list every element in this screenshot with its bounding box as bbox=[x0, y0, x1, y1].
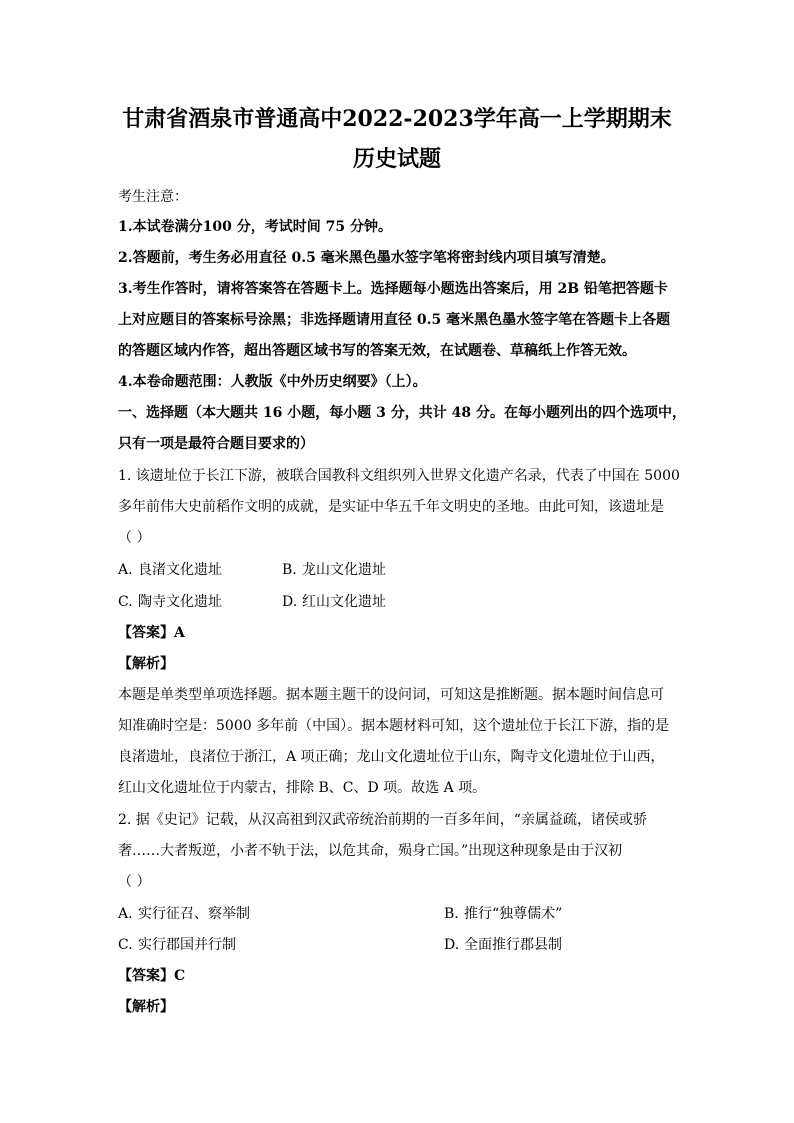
q1-analysis-line: 本题是单类型单项选择题。据本题主题干的设问词，可知这是推断题。据本题时间信息可 bbox=[118, 687, 664, 703]
notice-heading: 考生注意： bbox=[118, 189, 188, 205]
notice-item: 的答题区域内作答，超出答题区域书写的答案无效，在试题卷、草稿纸上作答无效。 bbox=[118, 343, 636, 359]
option-text: 推行“独尊儒术” bbox=[464, 906, 563, 922]
notice-item: 上对应题目的答案标号涂黑；非选择题请用直径 0.5 毫米黑色墨水签字笔在答题卡上各题 bbox=[118, 312, 671, 328]
q1-analysis-line: 知准确时空是：5000 多年前（中国）。据本题材料可知，这个遗址位于长江下游，指的是 bbox=[118, 718, 670, 734]
q2-answer: 【答案】C bbox=[118, 968, 186, 984]
q2-analysis-heading: 【解析】 bbox=[118, 999, 174, 1015]
q1-stem-line: 1. 该遗址位于长江下游，被联合国教科文组织列入世界文化遗产名录，代表了中国在 5000 bbox=[118, 468, 680, 484]
option-key: B. bbox=[444, 906, 459, 922]
q2-option-a bbox=[118, 904, 250, 924]
option-key: A. bbox=[118, 562, 133, 578]
notice-item: 1.本试卷满分100 分，考试时间 75 分钟。 bbox=[118, 219, 392, 235]
option-text: 陶寺文化遗址 bbox=[138, 594, 222, 610]
q1-answer: 【答案】A bbox=[118, 625, 185, 641]
q2-stem-line: 奢……大者叛逆，小者不轨于法，以危其命，殒身亡国。”出现这种现象是由于汉初 bbox=[118, 843, 623, 859]
notice-item: 3.考生作答时，请将答案答在答题卡上。选择题每小题选出答案后，用 2B 铅笔把答题卡 bbox=[118, 281, 668, 297]
q1-stem-line: 多年前伟大史前稻作文明的成就，是实证中华五千年文明史的圣地。由此可知，该遗址是 bbox=[118, 499, 664, 515]
q1-stem-blank: （ ） bbox=[118, 530, 151, 546]
q1-analysis-heading: 【解析】 bbox=[118, 656, 174, 672]
q1-analysis-line: 良渚遗址，良渚位于浙江，A 项正确；龙山文化遗址位于山东，陶寺文化遗址位于山西， bbox=[118, 749, 665, 765]
q1-option-a bbox=[118, 560, 222, 580]
option-text: 红山文化遗址 bbox=[302, 594, 386, 610]
option-key: A. bbox=[118, 906, 133, 922]
exam-title: 甘肃省酒泉市普通高中2022-2023学年高一上学期期末 bbox=[122, 106, 672, 132]
q1-option-c bbox=[118, 592, 222, 612]
notice-item: 2.答题前，考生务必用直径 0.5 毫米黑色墨水签字笔将密封线内项目填写清楚。 bbox=[118, 250, 615, 266]
q2-option-c bbox=[118, 935, 236, 955]
option-text: 龙山文化遗址 bbox=[302, 562, 386, 578]
q2-stem-line: 2. 据《史记》记载，从汉高祖到汉武帝统治前期的一百多年间，“亲属益疏，诸侯或骄 bbox=[118, 812, 647, 828]
option-key: C. bbox=[118, 937, 133, 953]
exam-subtitle: 历史试题 bbox=[352, 146, 441, 172]
q1-analysis-line: 红山文化遗址位于内蒙古，排除 B、C、D 项。故选 A 项。 bbox=[118, 780, 487, 796]
notice-item: 4.本卷命题范围：人教版《中外历史纲要》（上）。 bbox=[118, 374, 427, 390]
option-text: 实行征召、察举制 bbox=[138, 906, 250, 922]
option-text: 实行郡国并行制 bbox=[138, 937, 236, 953]
q1-option-d bbox=[282, 592, 386, 612]
option-key: C. bbox=[118, 594, 133, 610]
option-key: D. bbox=[444, 937, 460, 953]
q1-option-b bbox=[282, 560, 386, 580]
q2-option-d bbox=[444, 935, 562, 955]
q2-option-b bbox=[444, 904, 562, 924]
section-heading-cont: 只有一项是最符合题目要求的） bbox=[118, 436, 314, 452]
option-text: 良渚文化遗址 bbox=[138, 562, 222, 578]
option-text: 全面推行郡县制 bbox=[464, 937, 562, 953]
option-key: D. bbox=[282, 594, 298, 610]
option-key: B. bbox=[282, 562, 297, 578]
section-heading: 一、选择题（本大题共 16 小题，每小题 3 分，共计 48 分。在每小题列出的四个选项中， bbox=[118, 405, 686, 421]
q2-stem-blank: （ ） bbox=[118, 874, 151, 890]
